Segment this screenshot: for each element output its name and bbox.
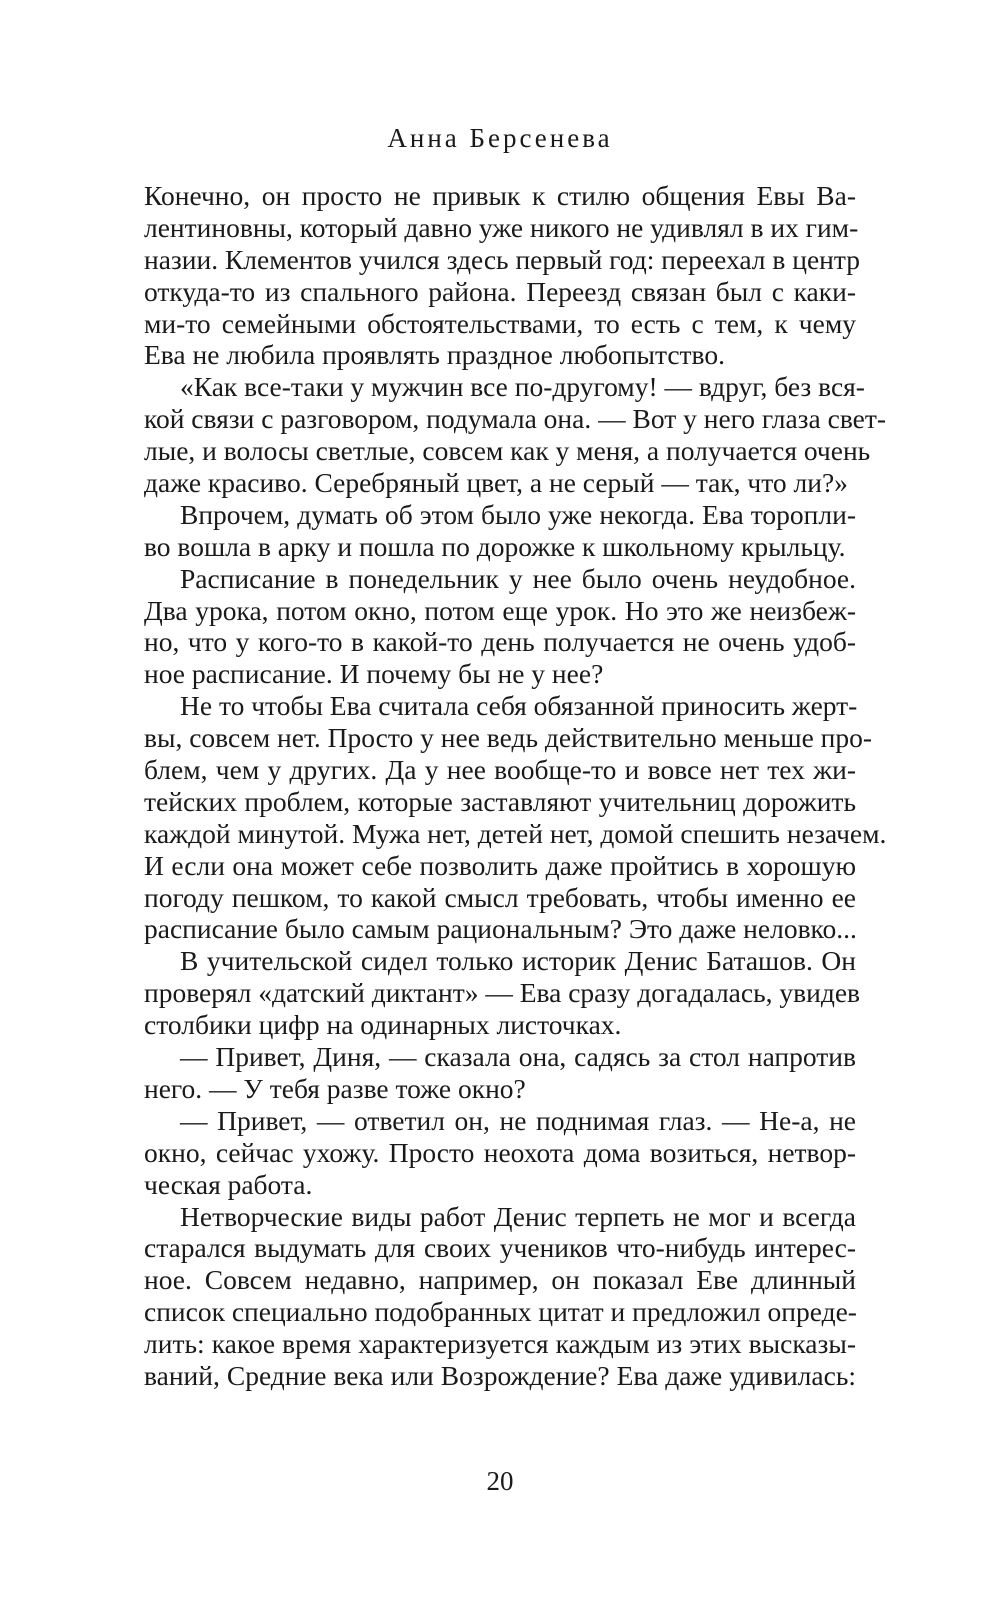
text-line: расписание было самым рациональным? Это даже неловко... bbox=[144, 913, 857, 945]
text-line: список специально подобранных цитат и предложил опреде- bbox=[144, 1296, 857, 1328]
text-line: даже красиво. Серебряный цвет, а не серый — так, что ли?» bbox=[144, 467, 848, 499]
text-line: — Привет, — ответил он, не поднимая глаз. — Не-а, не bbox=[180, 1104, 856, 1136]
text-line: В учительской сидел только историк Денис Баташов. Он bbox=[180, 945, 856, 977]
text-line: назии. Клементов учился здесь первый год: переехал в центр bbox=[144, 243, 860, 275]
text-line: окно, сейчас ухожу. Просто неохота дома возиться, нетвор- bbox=[144, 1136, 856, 1168]
text-line: Нетворческие виды работ Денис терпеть не мог и всегда bbox=[180, 1200, 856, 1232]
text-line: во вошла в арку и пошла по дорожке к школьному крыльцу. bbox=[144, 530, 846, 562]
text-line: Расписание в понедельник у нее было очень неудобное. bbox=[180, 562, 856, 594]
text-line: вы, совсем нет. Просто у нее ведь действительно меньше про- bbox=[144, 722, 873, 754]
text-line: лить: какое время характеризуется каждым из этих высказы- bbox=[144, 1328, 856, 1360]
text-line: лые, и волосы светлые, совсем как у меня, а получается очень bbox=[144, 435, 871, 467]
text-line: ческая работа. bbox=[144, 1168, 313, 1200]
text-line: — Привет, Диня, — сказала она, садясь за стол напротив bbox=[180, 1041, 856, 1073]
text-line: кой связи с разговором, подумала она. — Вот у него глаза свет- bbox=[144, 403, 887, 435]
text-line: ваний, Средние века или Возрождение? Ева даже удивилась: bbox=[144, 1359, 856, 1391]
text-line: лентиновны, который давно уже никого не удивлял в их гим- bbox=[144, 211, 859, 243]
page-number: 20 bbox=[486, 1466, 514, 1496]
text-line: блем, чем у других. Да у нее вообще-то и вовсе нет тех жи- bbox=[144, 754, 856, 786]
text-line: Впрочем, думать об этом было уже некогда. Ева торопли- bbox=[180, 498, 856, 530]
text-line: откуда-то из спального района. Переезд связан был с каки- bbox=[144, 275, 856, 307]
text-line: Конечно, он просто не привык к стилю общения Евы Ва- bbox=[144, 180, 856, 211]
text-line: погоду пешком, то какой смысл требовать, чтобы именно ее bbox=[144, 881, 856, 913]
text-line: И если она может себе позволить даже пройтись в хорошую bbox=[144, 849, 856, 881]
text-line: каждой минутой. Мужа нет, детей нет, домой спешить незачем. bbox=[144, 817, 887, 849]
text-line: ми-то семейными обстоятельствами, то есть с тем, к чему bbox=[144, 307, 856, 339]
text-line: тейских проблем, которые заставляют учительниц дорожить bbox=[144, 785, 856, 817]
text-line: Два урока, потом окно, потом еще урок. Но это же неизбеж- bbox=[144, 594, 856, 626]
running-head: Анна Берсенева bbox=[387, 123, 613, 153]
text-line: ное расписание. И почему бы не у нее? bbox=[144, 658, 604, 690]
text-line: но, что у кого-то в какой-то день получается не очень удоб- bbox=[144, 626, 856, 658]
text-line: ное. Совсем недавно, например, он показал Еве длинный bbox=[144, 1264, 856, 1296]
text-line: него. — У тебя разве тоже окно? bbox=[144, 1072, 526, 1104]
text-line: проверял «датский диктант» — Ева сразу догадалась, увидев bbox=[144, 977, 861, 1009]
body-text bbox=[144, 180, 887, 1392]
text-line: Ева не любила проявлять праздное любопытство. bbox=[144, 339, 725, 371]
text-line: столбики цифр на одинарных листочках. bbox=[144, 1009, 622, 1041]
text-line: Не то чтобы Ева считала себя обязанной приносить жерт- bbox=[180, 690, 858, 722]
text-line: старался выдумать для своих учеников что-нибудь интерес- bbox=[144, 1232, 856, 1264]
text-line: «Как все-таки у мужчин все по-другому! — вдруг, без вся- bbox=[180, 371, 865, 403]
